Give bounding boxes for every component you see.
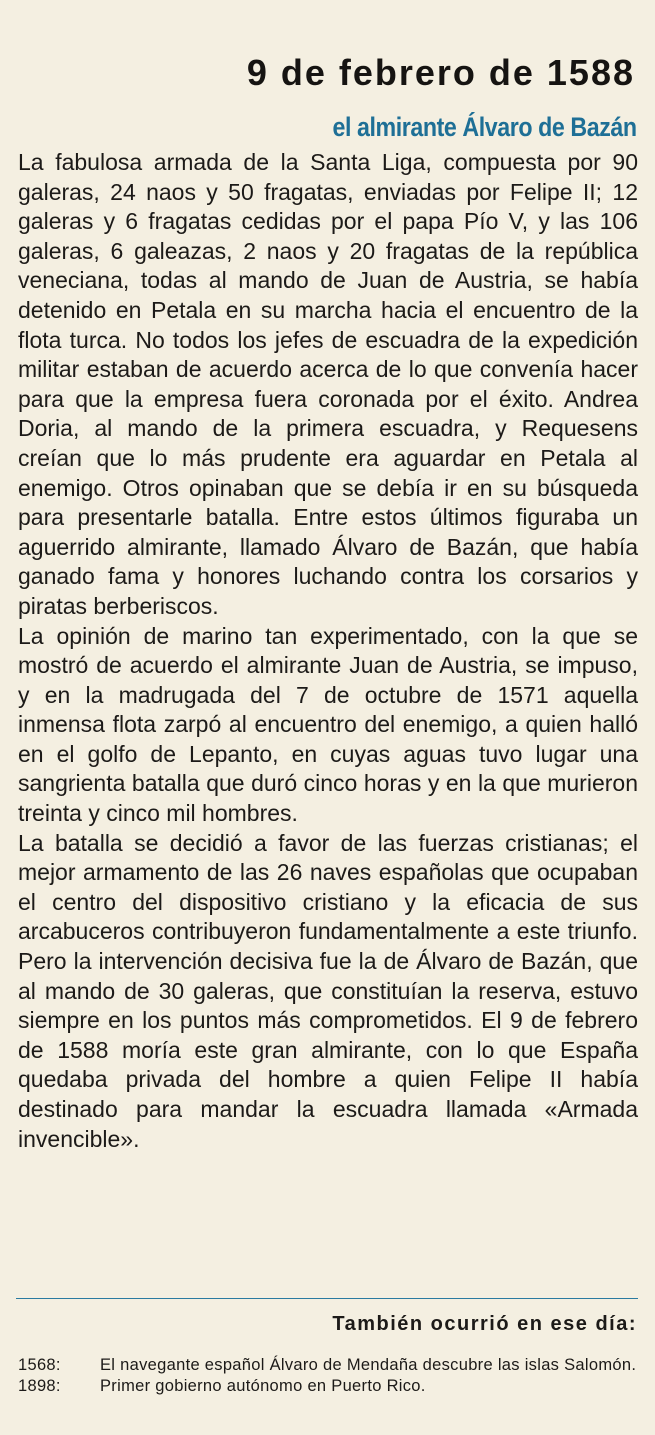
also-heading: También ocurrió en ese día: bbox=[332, 1313, 637, 1335]
event-item bbox=[18, 1376, 643, 1397]
article-body bbox=[18, 148, 638, 1154]
subtitle: el almirante Álvaro de Bazán bbox=[332, 112, 637, 143]
event-description: El navegante español Álvaro de Mendaña descubre las islas Salomón. bbox=[100, 1356, 637, 1374]
event-item bbox=[18, 1355, 643, 1376]
event-year: 1898: bbox=[18, 1377, 61, 1395]
date-title: 9 de febrero de 1588 bbox=[246, 52, 635, 94]
section-divider bbox=[16, 1298, 638, 1299]
event-description: Primer gobierno autónomo en Puerto Rico. bbox=[100, 1377, 426, 1395]
article-paragraph: La fabulosa armada de la Santa Liga, compuesta por 90 galeras, 24 naos y 50 fragatas, enviadas por Felipe II; 12 galeras y 6 fragatas cedidas por el papa Pío V, y las 106 galeras, 6 galeazas, 2 naos y 20 fragatas de la república veneciana, todas al mando de Juan de Austria, se había detenido en Petala en su marcha hacia el encuentro de la flota turca. No todos los jefes de escuadra de la expedición militar estaban de acuerdo acerca de lo que convenía hacer para que la empresa fuera coronada por el éxito. Andrea Doria, al mando de la primera escuadra, y Requesens creían que lo más prudente era aguardar en Petala al enemigo. Otros opinaban que se debía ir en su búsqueda para presentarle batalla. Entre estos últimos figuraba un aguerrido almirante, llamado Álvaro de Bazán, que había ganado fama y honores luchando contra los corsarios y piratas berberiscos. bbox=[18, 149, 638, 619]
events-list bbox=[18, 1355, 643, 1397]
event-year: 1568: bbox=[18, 1356, 61, 1374]
article-paragraph: La opinión de marino tan experimentado, con la que se mostró de acuerdo el almirante Juan de Austria, se impuso, y en la madrugada del 7 de octubre de 1571 aquella inmensa flota zarpó al encuentro del enemigo, a quien halló en el golfo de Lepanto, en cuyas aguas tuvo lugar una sangrienta batalla que duró cinco horas y en la que murieron treinta y cinco mil hombres. bbox=[18, 622, 638, 827]
article-paragraph: La batalla se decidió a favor de las fuerzas cristianas; el mejor armamento de las 26 naves españolas que ocupaban el centro del dispositivo cristiano y la eficacia de sus arcabuceros contribuyeron fundamentalmente a este triunfo. Pero la intervención decisiva fue la de Álvaro de Bazán, que al mando de 30 galeras, que constituían la reserva, estuvo siempre en los puntos más comprometidos. El 9 de febrero de 1588 moría este gran almirante, con lo que España quedaba privada del hombre a quien Felipe II había destinado para mandar la escuadra llamada «Armada invencible». bbox=[18, 829, 638, 1152]
